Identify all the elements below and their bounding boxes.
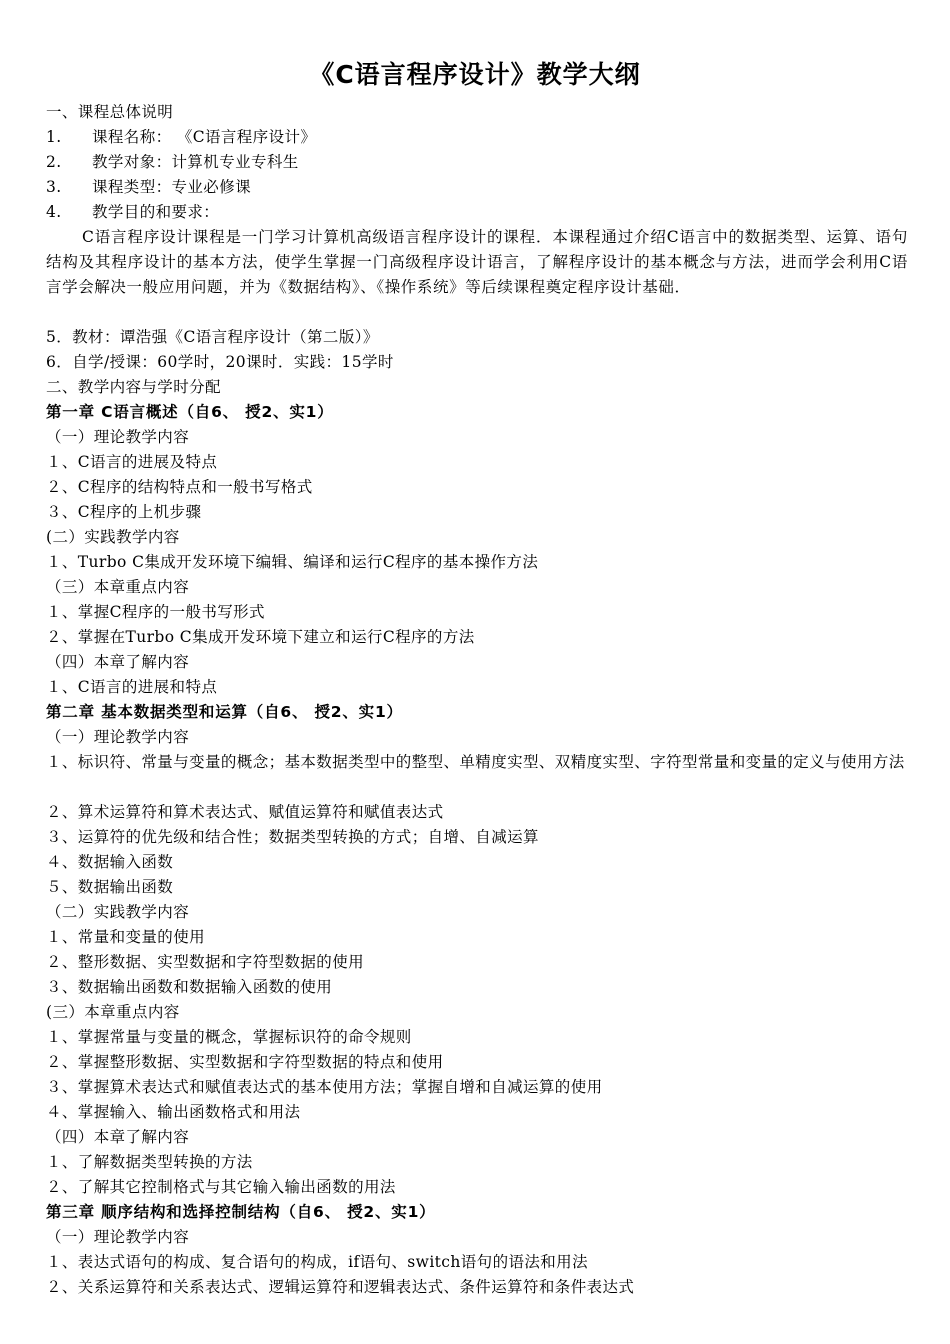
list-item: （二）实践教学内容 <box>46 903 190 921</box>
list-item: １、了解数据类型转换的方法 <box>46 1153 253 1171</box>
overview-item <box>46 125 908 150</box>
list-item: ３、掌握算术表达式和赋值表达式的基本使用方法；掌握自增和自减运算的使用 <box>46 1078 603 1096</box>
item-number: 2. <box>46 153 62 171</box>
chapter-heading-2: 第二章 基本数据类型和运算（自6、 授2、实1） <box>46 703 403 721</box>
document-title: 《C语言程序设计》教学大纲 <box>309 60 641 89</box>
item-text: 课程名称： 《C语言程序设计》 <box>92 128 317 146</box>
overview-item <box>46 150 908 175</box>
item-number: 4. <box>46 203 62 221</box>
list-item: (三）本章重点内容 <box>46 1003 180 1021</box>
course-description-paragraph: C语言程序设计课程是一门学习计算机高级语言程序设计的课程．本课程通过介绍C语言中的数据类型、运算、语句结构及其程序设计的基本方法，使学生掌握一门高级程序设计语言，了解程序设计的基本概念与方法，进而学会利用C语言学会解决一般应用问题，并为《数据结构》、《操作系统》等后续课程奠定程序设计基础． <box>46 228 908 296</box>
overview-item <box>46 200 908 225</box>
textbook-line: 5．教材：谭浩强《C语言程序设计（第二版）》 <box>46 328 379 346</box>
list-item: １、C语言的进展和特点 <box>46 678 218 696</box>
item-number: 1. <box>46 128 62 146</box>
list-item-wrapped: １、标识符、常量与变量的概念；基本数据类型中的整型、单精度实型、双精度实型、字符型常量和变量的定义与使用方法 <box>46 753 905 771</box>
document-body <box>46 100 908 1300</box>
list-item: ４、数据输入函数 <box>46 853 174 871</box>
item-text: 教学目的和要求： <box>92 203 220 221</box>
list-item: １、表达式语句的构成、复合语句的构成，if语句、switch语句的语法和用法 <box>46 1253 588 1271</box>
list-item: （四）本章了解内容 <box>46 1128 190 1146</box>
list-item: ２、掌握在Turbo C集成开发环境下建立和运行C程序的方法 <box>46 628 475 646</box>
section-heading-content: 二、教学内容与学时分配 <box>46 378 221 396</box>
list-item: （三）本章重点内容 <box>46 578 190 596</box>
list-item: ２、关系运算符和关系表达式、逻辑运算符和逻辑表达式、条件运算符和条件表达式 <box>46 1278 635 1296</box>
list-item: １、掌握常量与变量的概念，掌握标识符的命令规则 <box>46 1028 412 1046</box>
list-item: (二）实践教学内容 <box>46 528 180 546</box>
list-item: ３、运算符的优先级和结合性；数据类型转换的方式；自增、自减运算 <box>46 828 539 846</box>
list-item: １、Turbo C集成开发环境下编辑、编译和运行C程序的基本操作方法 <box>46 553 539 571</box>
list-item: １、掌握C程序的一般书写形式 <box>46 603 265 621</box>
list-item: （一）理论教学内容 <box>46 428 190 446</box>
item-text: 教学对象：计算机专业专科生 <box>92 153 299 171</box>
list-item: ３、C程序的上机步骤 <box>46 503 202 521</box>
item-number: 3. <box>46 178 62 196</box>
list-item: ３、数据输出函数和数据输入函数的使用 <box>46 978 333 996</box>
chapter-heading-3: 第三章 顺序结构和选择控制结构（自6、 授2、实1） <box>46 1203 436 1221</box>
list-item: （四）本章了解内容 <box>46 653 190 671</box>
chapter-heading-1: 第一章 C语言概述（自6、 授2、实1） <box>46 403 334 421</box>
list-item: （一）理论教学内容 <box>46 1228 190 1246</box>
hours-line: 6．自学/授课：60学时，20课时．实践：15学时 <box>46 353 394 371</box>
list-item: ２、掌握整形数据、实型数据和字符型数据的特点和使用 <box>46 1053 444 1071</box>
list-item: ２、C程序的结构特点和一般书写格式 <box>46 478 313 496</box>
list-item: １、C语言的进展及特点 <box>46 453 218 471</box>
item-text: 课程类型：专业必修课 <box>92 178 252 196</box>
overview-item <box>46 175 908 200</box>
section-heading-overview: 一、课程总体说明 <box>46 103 174 121</box>
list-item: ４、掌握输入、输出函数格式和用法 <box>46 1103 301 1121</box>
list-item: ２、算术运算符和算术表达式、赋值运算符和赋值表达式 <box>46 803 444 821</box>
list-item: ２、整形数据、实型数据和字符型数据的使用 <box>46 953 365 971</box>
list-item: ５、数据输出函数 <box>46 878 174 896</box>
list-item: ２、了解其它控制格式与其它输入输出函数的用法 <box>46 1178 396 1196</box>
list-item: １、常量和变量的使用 <box>46 928 206 946</box>
list-item: （一）理论教学内容 <box>46 728 190 746</box>
